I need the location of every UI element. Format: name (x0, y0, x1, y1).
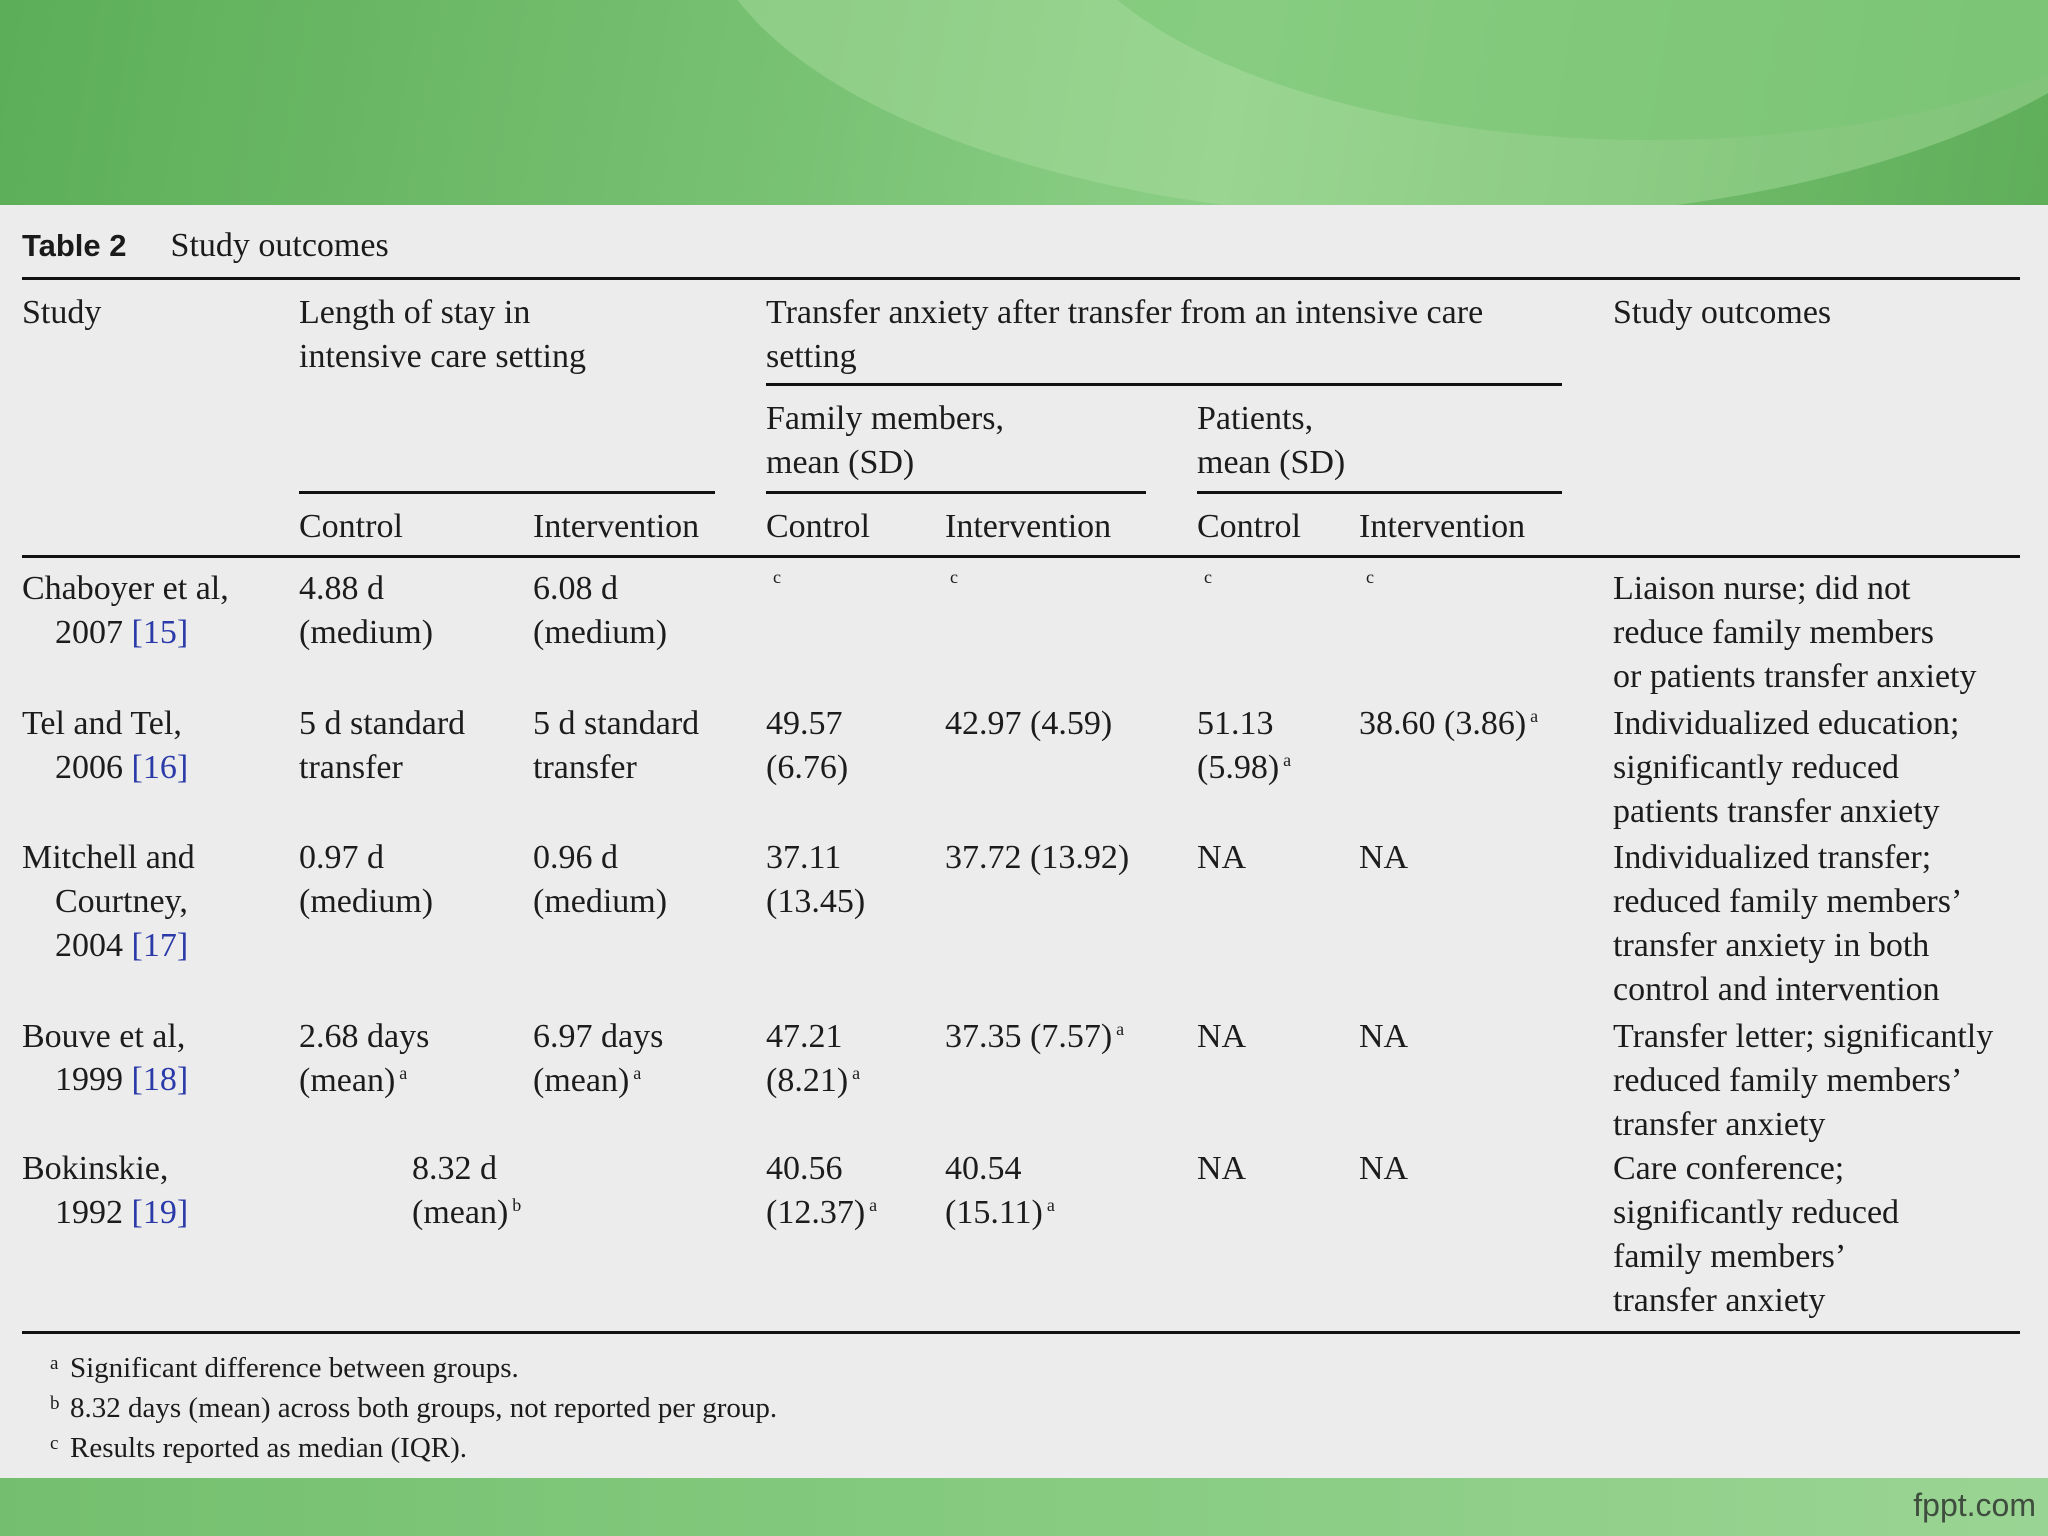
row4-los-control: 2.68 days (mean) $^a$ (299, 1018, 430, 1099)
reference-link[interactable]: [18] (131, 1061, 189, 1098)
row3-los-intervention: 0.96 d (medium) (533, 839, 668, 920)
family-rule (766, 491, 1146, 494)
row2-study-line1: Tel and Tel, (22, 705, 182, 742)
los-rule (299, 491, 715, 494)
reference-link[interactable]: [19] (131, 1194, 189, 1231)
header-anxiety-line1: Transfer anxiety after transfer from an intensive care (766, 294, 1484, 331)
row1-patients-intervention: c (1366, 567, 1374, 587)
table-label: Table 2 (22, 228, 127, 263)
footnote-mark: a (50, 1353, 59, 1374)
table-title: Study outcomes (170, 227, 389, 264)
row4-family-control: 47.21 (8.21) $^a$ (766, 1018, 861, 1099)
row5-study-line1: Bokinskie, (22, 1150, 169, 1187)
header-outcomes: Study outcomes (1613, 294, 1832, 331)
header-patients-line1: Patients, (1197, 400, 1314, 437)
footnote-a: a Significant difference between groups. (70, 1348, 519, 1388)
row2-los-control: 5 d standard transfer (299, 705, 466, 786)
row5-outcome: Care conference; significantly reduced family members’ transfer anxiety (1613, 1150, 1900, 1319)
row5-patients-intervention: NA (1359, 1150, 1409, 1187)
row4-outcome: Transfer letter; significantly reduced family members’ transfer anxiety (1613, 1018, 1994, 1143)
row4-patients-intervention: NA (1359, 1018, 1409, 1055)
footnote-marker: a (869, 1194, 878, 1215)
patients-rule (1197, 491, 1562, 494)
header-los-control: Control (299, 508, 403, 545)
row2-family-control: 49.57 (6.76) (766, 705, 849, 786)
row5-los-both: 8.32 d (mean) $^b$ (412, 1150, 522, 1231)
row2-family-intervention: 42.97 (4.59) (945, 705, 1113, 742)
header-patients-line2: mean (SD) (1197, 444, 1346, 481)
reference-link[interactable]: [17] (131, 927, 189, 964)
table-panel (0, 205, 2048, 1478)
header-patients-intervention: Intervention (1359, 508, 1526, 545)
footnote-marker: a (633, 1062, 642, 1083)
footer-background (0, 1478, 2048, 1536)
header-family-line2: mean (SD) (766, 444, 915, 481)
footnote-marker: a (852, 1062, 861, 1083)
header-study: Study (22, 294, 102, 331)
row4-patients-control: NA (1197, 1018, 1247, 1055)
table-caption (22, 227, 389, 265)
row3-study-line2: Courtney, (55, 883, 188, 920)
row3-family-control: 37.11 (13.45) (766, 839, 866, 920)
row4-los-intervention: 6.97 days (mean) $^a$ (533, 1018, 664, 1099)
footnote-mark: c (50, 1433, 59, 1454)
row1-family-control: c (773, 567, 781, 587)
header-patients-control: Control (1197, 508, 1301, 545)
row3-study-line3: 2004 [17] (55, 927, 189, 964)
row1-study-line1: Chaboyer et al, (22, 570, 229, 607)
row5-study-line2: 1992 [19] (55, 1194, 189, 1231)
header-background (0, 0, 2048, 205)
header-family-control: Control (766, 508, 870, 545)
header-los-line1: Length of stay in (299, 294, 531, 331)
reference-link[interactable]: [16] (131, 749, 189, 786)
row3-family-intervention: 37.72 (13.92) (945, 839, 1130, 876)
anxiety-rule (766, 383, 1562, 386)
row2-outcome: Individualized education; significantly reduced patients transfer anxiety (1613, 705, 1960, 830)
row4-study-line1: Bouve et al, (22, 1018, 186, 1055)
footnote-c: c Results reported as median (IQR). (70, 1428, 467, 1468)
row1-study-line2: 2007 [15] (55, 614, 189, 651)
row1-los-intervention: 6.08 d (medium) (533, 570, 668, 651)
row3-outcome: Individualized transfer; reduced family members’ transfer anxiety in both control and intervention (1613, 839, 1963, 1008)
top-rule (22, 277, 2020, 280)
footnote-marker: a (1283, 749, 1292, 770)
row5-patients-control: NA (1197, 1150, 1247, 1187)
row1-patients-control: c (1204, 567, 1212, 587)
header-los-line2: intensive care setting (299, 338, 587, 375)
row5-family-intervention: 40.54 (15.11) $^a$ (945, 1150, 1055, 1231)
footnote-b: b 8.32 days (mean) across both groups, not reported per group. (70, 1388, 777, 1428)
footnote-marker: a (1046, 1194, 1055, 1215)
header-family-intervention: Intervention (945, 508, 1112, 545)
row2-los-intervention: 5 d standard transfer (533, 705, 700, 786)
row1-family-intervention: c (950, 567, 958, 587)
row3-patients-intervention: NA (1359, 839, 1409, 876)
header-los-intervention: Intervention (533, 508, 700, 545)
row1-outcome: Liaison nurse; did not reduce family members or patients transfer anxiety (1613, 570, 1977, 695)
row3-los-control: 0.97 d (medium) (299, 839, 434, 920)
row5-family-control: 40.56 (12.37) $^a$ (766, 1150, 878, 1231)
reference-link[interactable]: [15] (131, 614, 189, 651)
row1-los-control: 4.88 d (medium) (299, 570, 434, 651)
header-rule (22, 555, 2020, 558)
header-anxiety-line2: setting (766, 338, 857, 375)
footnote-marker: a (1116, 1018, 1125, 1039)
row2-patients-control: 51.13 (5.98) $^a$ (1197, 705, 1292, 786)
footnote-mark: b (50, 1393, 60, 1414)
footnote-marker: a (1530, 705, 1539, 726)
row2-study-line2: 2006 [16] (55, 749, 189, 786)
row3-study-line1: Mitchell and (22, 839, 195, 876)
footnote-marker: b (512, 1194, 522, 1215)
row4-family-intervention: 37.35 (7.57) $^a$ (945, 1018, 1125, 1055)
row3-patients-control: NA (1197, 839, 1247, 876)
brand-watermark: fppt.com (1913, 1487, 2036, 1523)
row4-study-line2: 1999 [18] (55, 1061, 189, 1098)
bottom-rule (22, 1331, 2020, 1334)
header-family-line1: Family members, (766, 400, 1004, 437)
footnote-marker: a (399, 1062, 408, 1083)
row2-patients-intervention: 38.60 (3.86) $^a$ (1359, 705, 1539, 742)
